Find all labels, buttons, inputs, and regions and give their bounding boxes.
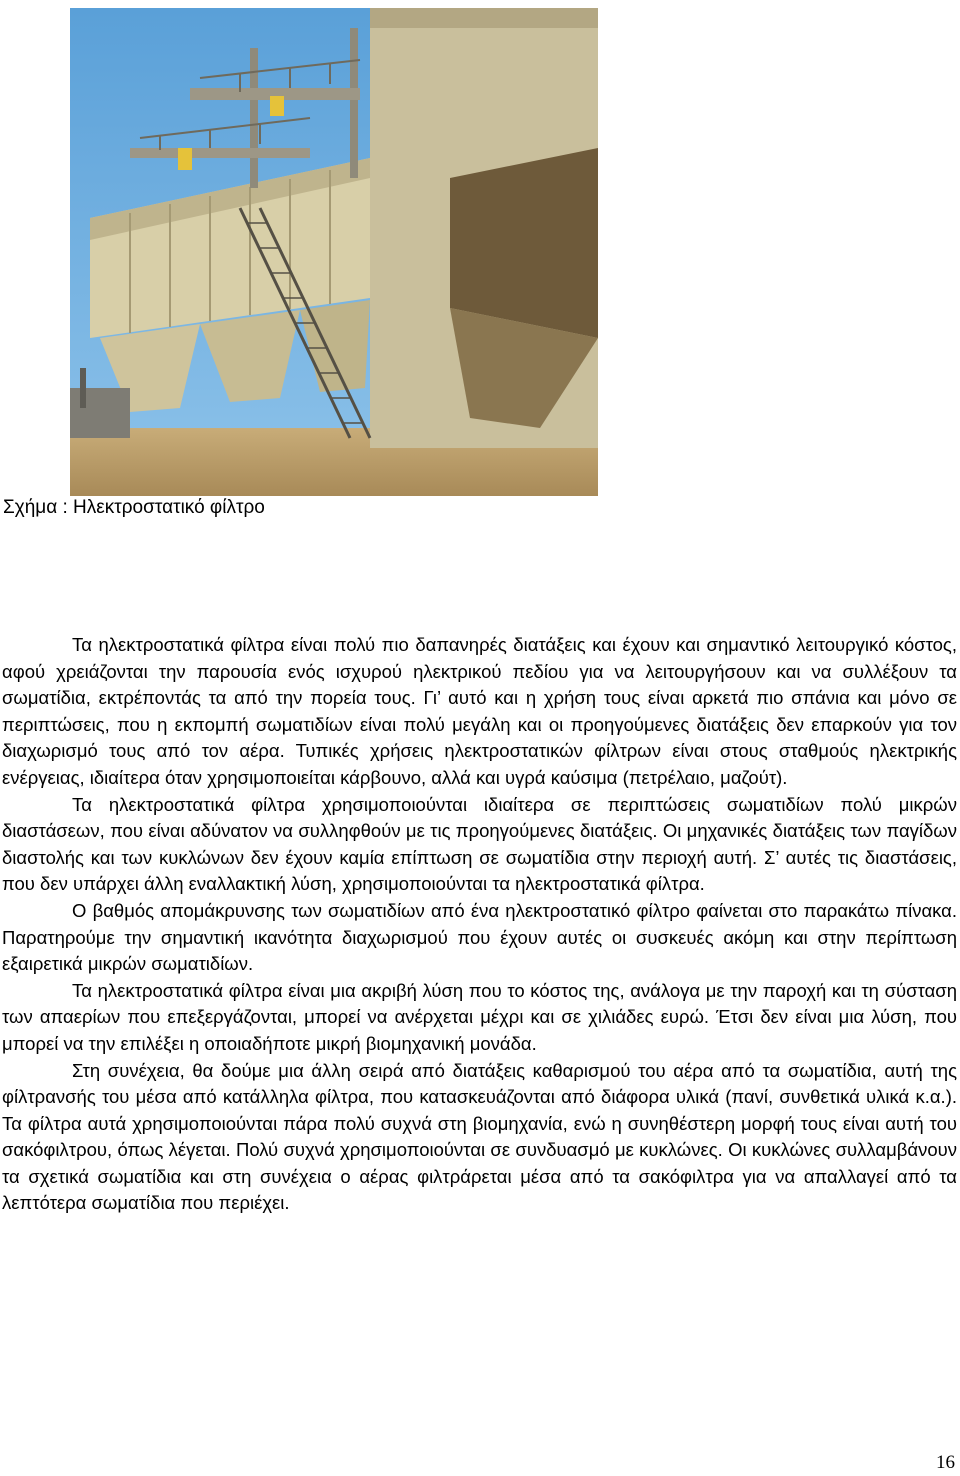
paragraph: Τα ηλεκτροστατικά φίλτρα είναι μια ακριβή λύση που το κόστος της, ανάλογα με την παροχή και τη σύσταση των απαερίων που επεξεργάζονται, μπορεί να ανέρχεται μέχρι και σε χιλιάδες ευρώ. Έτσι δεν είναι μια λύση, που μπορεί να την επιλέξει η οποιαδήποτε μικρή βιομηχανική μονάδα. xyxy=(2,979,957,1054)
paragraph: Τα ηλεκτροστατικά φίλτρα είναι πολύ πιο δαπανηρές διατάξεις και έχουν και σημαντικό λειτουργικό κόστος, αφού χρειάζονται την παρουσία ενός ισχυρού ηλεκτρικού πεδίου για να λειτουργήσουν και να συλλέξουν τα σωματίδια, εκτρέποντάς τα από την πορεία τους. Γι’ αυτό και η χρήση τους είναι αρκετά πιο σπάνια και μόνο σε περιπτώσεις, που η εκπομπή σωματιδίων είναι πολύ μεγάλη και οι προηγούμενες διατάξεις δεν επαρκούν για τον διαχωρισμό τους από τον αέρα. Τυπικές χρήσεις ηλεκτροστατικών φίλτρων είναι στους σταθμούς ηλεκτρικής ενέργειας, ιδιαίτερα όταν χρησιμοποιείται κάρβουνο, αλλά και υγρά καύσιμα (πετρέλαιο, μαζούτ). xyxy=(2,634,957,788)
page-number: 16 xyxy=(936,1452,955,1473)
figure-caption: Σχήμα : Ηλεκτροστατικό φίλτρο xyxy=(3,497,265,518)
paragraph: Στη συνέχεια, θα δούμε μια άλλη σειρά από διατάξεις καθαρισμού του αέρα από τα σωματίδια, αυτή της φίλτρανσής του μέσα από κατάλληλα φίλτρα, που κατασκευάζονται από διάφορα υλικά (πανί, συνθετικά υλικά κ.α.). Τα φίλτρα αυτά χρησιμοποιούνται πάρα πολύ συχνά στη βιομηχανία, ενώ η συνηθέστερη μορφή τους είναι αυτή του σακόφιλτρου, όπως λέγεται. Πολύ συχνά χρησιμοποιούνται σε συνδυασμό με κυκλώνες. Οι κυκλώνες συλλαμβάνουν τα σχετικά σωματίδια και στη συνέχεια ο αέρας φιλτράρεται μέσα από τα σακόφιλτρα για να απαλλαγεί από τα λεπτότερα σωματίδια που περιέχει. xyxy=(2,1059,957,1214)
figure-photo xyxy=(70,8,598,496)
paragraph: Ο βαθμός απομάκρυνσης των σωματιδίων από ένα ηλεκτροστατικό φίλτρο φαίνεται στο παρακάτω πίνακα. Παρατηρούμε την σημαντική ικανότητα διαχωρισμού που έχουν αυτές οι συσκευές ακόμη και στην περίπτωση εξαιρετικά μικρών σωματιδίων. xyxy=(2,899,957,975)
paragraph: Τα ηλεκτροστατικά φίλτρα χρησιμοποιούνται ιδιαίτερα σε περιπτώσεις σωματιδίων πολύ μικρών διαστάσεων, που είναι αδύνατον να συλληφθούν με τις προηγούμενες διατάξεις. Οι μηχανικές διατάξεις των παγίδων διαστολής και των κυκλώνων δεν έχουν καμία επίπτωση σε σωματίδια στην περιοχή αυτή. Σ’ αυτές τις διαστάσεις, που δεν υπάρχει άλλη εναλλακτική λύση, χρησιμοποιούνται τα ηλεκτροστατικά φίλτρα. xyxy=(2,793,957,895)
body-text xyxy=(2,632,957,1217)
